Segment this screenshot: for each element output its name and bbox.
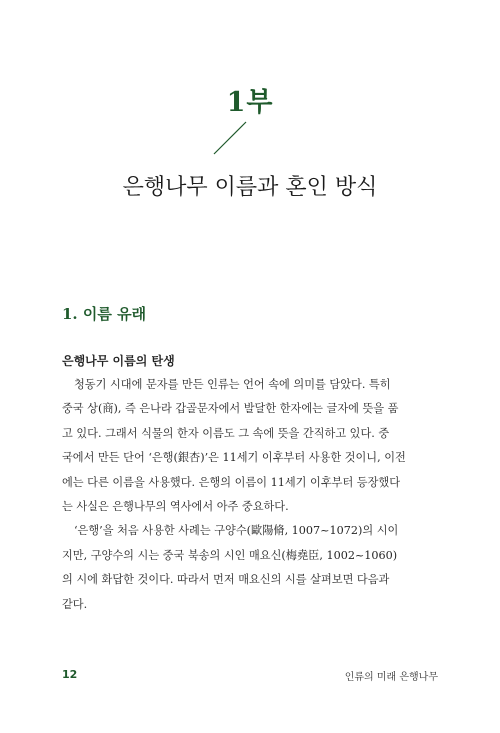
text-line: 중국 상(商), 즉 은나라 갑골문자에서 발달한 한자에는 글자에 뜻을 품 — [62, 402, 399, 416]
divider-slash — [210, 120, 250, 160]
part-title: 1부 — [226, 87, 274, 118]
chapter-title: 은행나무 이름과 혼인 방식 — [122, 175, 378, 200]
sub-heading: 은행나무 이름의 탄생 — [62, 354, 175, 368]
text-line: 는 사실은 은행나무의 역사에서 아주 중요하다. — [62, 500, 289, 514]
text-line: 지만, 구양수의 시는 중국 북송의 시인 매요신(梅堯臣, 1002~1060) — [62, 548, 398, 562]
paragraph — [62, 519, 437, 617]
text-line: 같다. — [62, 597, 88, 611]
paragraph — [62, 373, 437, 519]
text-line: 고 있다. 그래서 식물의 한자 이름도 그 속에 뜻을 간직하고 있다. 중 — [62, 426, 390, 440]
text-line: 에는 다른 이름을 사용했다. 은행의 이름이 11세기 이후부터 등장했다 — [62, 475, 401, 489]
body-text — [62, 373, 437, 617]
text-line: 의 시에 화답한 것이다. 따라서 먼저 매요신의 시를 살펴보면 다음과 — [62, 573, 390, 587]
text-line: 국에서 만든 단어 ‘은행(銀杏)’은 11세기 이후부터 사용한 것이니, 이전 — [62, 451, 406, 465]
running-head: 인류의 미래 은행나무 — [344, 672, 438, 683]
text-line: ‘은행’을 처음 사용한 사례는 구양수(歐陽脩, 1007~1072)의 시이 — [74, 524, 399, 538]
text-line: 청동기 시대에 문자를 만든 인류는 언어 속에 의미를 담았다. 특히 — [74, 378, 391, 391]
page-number: 12 — [62, 668, 78, 681]
section-title: 1. 이름 유래 — [62, 305, 147, 323]
